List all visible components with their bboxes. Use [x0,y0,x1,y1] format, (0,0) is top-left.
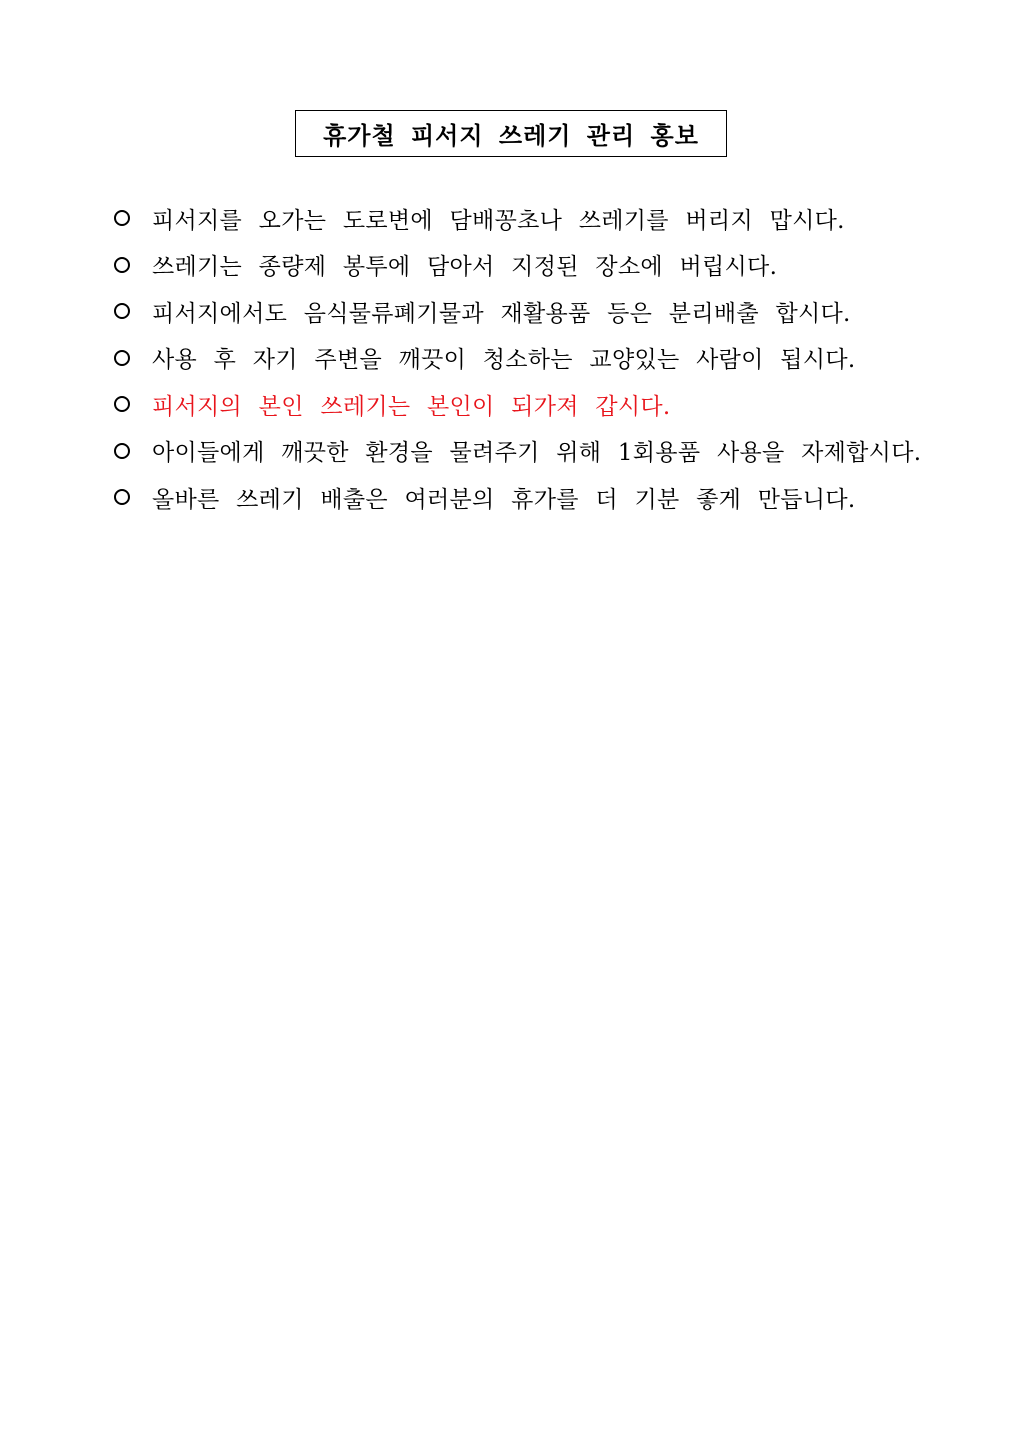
circle-bullet-icon [114,443,130,459]
list-item-text: 쓰레기는 종량제 봉투에 담아서 지정된 장소에 버립시다. [152,254,778,281]
circle-bullet-icon [114,303,130,319]
list-item [112,195,992,242]
list-item [112,242,992,289]
list-item [112,428,992,475]
circle-bullet-icon [114,257,130,273]
list-item-text: 아이들에게 깨끗한 환경을 물려주기 위해 1회용품 사용을 자제합시다. [152,440,922,467]
list-item [112,474,992,521]
bullet-list [112,195,992,521]
circle-bullet-icon [114,210,130,226]
list-item [112,335,992,382]
list-item-text: 올바른 쓰레기 배출은 여러분의 휴가를 더 기분 좋게 만듭니다. [152,486,856,513]
circle-bullet-icon [114,489,130,505]
circle-bullet-icon [114,396,130,412]
list-item-highlighted [112,381,992,428]
title-box [295,110,727,157]
circle-bullet-icon [114,350,130,366]
page-title: 휴가철 피서지 쓰레기 관리 홍보 [323,122,699,150]
list-item-text: 피서지의 본인 쓰레기는 본인이 되가져 갑시다. [152,393,671,420]
list-item-text: 피서지에서도 음식물류폐기물과 재활용품 등은 분리배출 합시다. [152,300,851,327]
list-item [112,288,992,335]
list-item-text: 피서지를 오가는 도로변에 담배꽁초나 쓰레기를 버리지 맙시다. [152,207,845,234]
list-item-text: 사용 후 자기 주변을 깨끗이 청소하는 교양있는 사람이 됩시다. [152,347,856,374]
